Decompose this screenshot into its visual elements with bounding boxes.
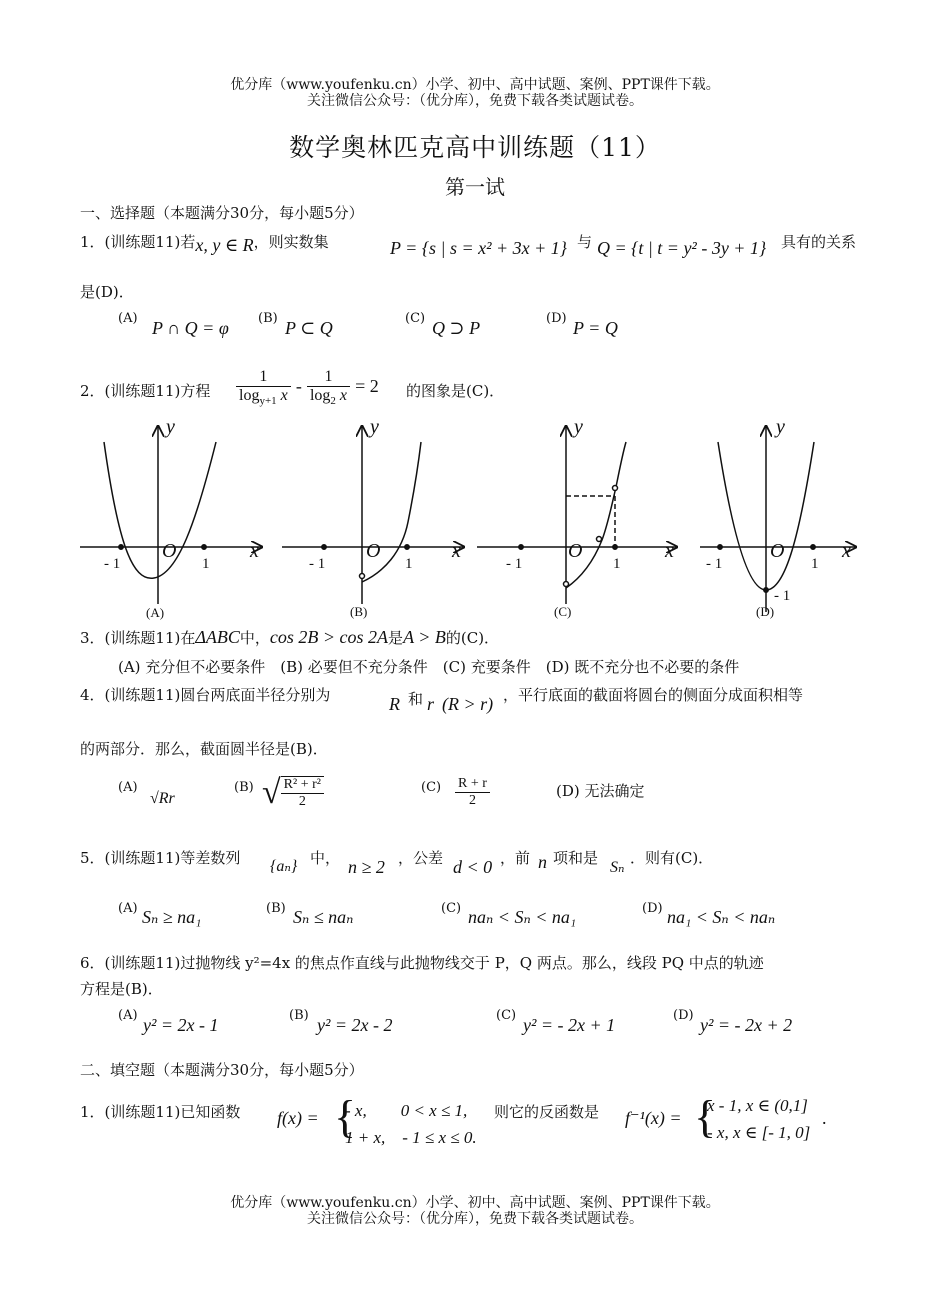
q5-option-b-label: (B) <box>266 901 286 916</box>
q2-den2-var: x <box>339 387 348 404</box>
graph-b <box>282 426 464 604</box>
graph-c-label: (C) <box>554 604 572 619</box>
question-1 <box>80 231 329 256</box>
q4-option-c-num: R + r <box>455 776 490 793</box>
q3-triangle: ΔABC <box>195 627 240 647</box>
q5-sn: Sₙ <box>610 859 625 876</box>
q1-option-c: Q ⊃ P <box>432 318 481 338</box>
q4-option-c-label: (C) <box>421 780 442 795</box>
graph-d-tick-neg: - 1 <box>706 556 723 572</box>
graph-b-label: (B) <box>350 604 368 619</box>
q6-option-c: y² = - 2x + 1 <box>523 1015 616 1035</box>
q2-den1-sub: y+1 <box>259 395 277 408</box>
q5-mid1: 中， <box>310 849 341 867</box>
q2-fraction-2 <box>307 368 350 407</box>
q4-cond: (R > r) <box>442 694 494 714</box>
q2-den1-var: x <box>280 387 288 404</box>
graph-a-curve <box>104 442 216 578</box>
q3-options: (A) 充分但不必要条件 (B) 必要但不充分条件 (C) 充要条件 (D) 既不充分也不必要的条件 <box>118 658 740 676</box>
graph-a-tick-neg: - 1 <box>104 556 121 572</box>
q2-den2-sub: 2 <box>330 395 336 408</box>
q1-option-a: P ∩ Q = φ <box>152 318 229 338</box>
footer-line-2: 关注微信公众号：（优分库），免费下载各类试题试卷。 <box>307 1211 643 1227</box>
graph-c-y-label: y <box>574 416 583 438</box>
q1-option-d-label: (D) <box>546 311 567 326</box>
q5-option-a: Sₙ ≥ na₁ <box>142 907 202 927</box>
q1-cond: x, y ∈ R <box>195 235 254 255</box>
q6-option-d: y² = - 2x + 2 <box>700 1015 793 1035</box>
f1-inv-2: - x, x ∈ [- 1, 0] <box>707 1123 811 1142</box>
q6-option-d-label: (D) <box>673 1008 694 1023</box>
section-heading-fill: 二、填空题（本题满分30分，每小题5分） <box>80 1061 364 1079</box>
q4-line2: 的两部分．那么，截面圆半径是(B)． <box>80 740 328 758</box>
q2-num1: 1 <box>236 368 291 387</box>
graph-d-tick-pos: 1 <box>811 556 819 572</box>
q5-n-var: n <box>538 852 547 872</box>
graph-b-tick-pos: 1 <box>405 556 413 572</box>
graph-c-tick-pos: 1 <box>613 556 621 572</box>
graph-a <box>80 426 262 604</box>
f1-case-1: - x, 0 < x ≤ 1, <box>345 1101 468 1120</box>
graph-c <box>477 426 677 604</box>
header-line-1: 优分库（www.youfenku.cn）小学、初中、高中试题、案例、PPT课件下载。 <box>230 77 720 93</box>
q4-r-big: R <box>389 694 400 714</box>
q6-line2: 方程是(B)． <box>80 980 163 998</box>
q2-num2: 1 <box>307 368 350 387</box>
graph-c-x-label: x <box>665 540 674 562</box>
f1-pre: 1．(训练题11)已知函数 <box>80 1103 241 1121</box>
q3-cond: A > B <box>403 627 446 647</box>
q4-post: ，平行底面的截面将圆台的侧面分成面积相等 <box>503 686 804 704</box>
q5-option-a-label: (A) <box>118 901 138 916</box>
q5-post: ．则有(C)． <box>630 849 714 867</box>
graph-d-origin: O <box>770 540 785 562</box>
q2-rhs: = 2 <box>355 376 379 397</box>
f1-finv: f⁻¹(x) = <box>625 1108 682 1128</box>
q5-mid3: ，前 <box>500 849 531 867</box>
graph-b-tick-neg: - 1 <box>309 556 326 572</box>
q5-option-d: na₁ < Sₙ < naₙ <box>667 907 776 927</box>
f1-brace-inv: { <box>694 1091 717 1142</box>
q2-pre: 2．(训练题11)方程 <box>80 382 211 400</box>
q5-mid2: ，公差 <box>398 849 444 867</box>
q6-option-b-label: (B) <box>289 1008 309 1023</box>
q4-option-a: √Rr <box>150 790 175 807</box>
q2-equation <box>236 368 379 407</box>
q6-line1: 6．(训练题11)过抛物线 y²=4x 的焦点作直线与此抛物线交于 P，Q 两点。那么，线段 PQ 中点的轨迹 <box>80 954 764 972</box>
q1-post: 具有的关系 <box>781 233 857 251</box>
q3-expr: cos 2B > cos 2A <box>269 627 389 647</box>
graph-c-origin: O <box>568 540 583 562</box>
q1-option-c-label: (C) <box>405 311 426 326</box>
graph-a-tick-pos: 1 <box>202 556 210 572</box>
q4-option-b-num: R² + r² <box>281 777 324 794</box>
graph-d-x-label: x <box>842 540 851 562</box>
f1-brace: { <box>334 1091 357 1142</box>
graph-b-y-label: y <box>370 416 379 438</box>
q1-pre: 1．(训练题11)若 <box>80 233 196 251</box>
q5-option-c-label: (C) <box>441 901 462 916</box>
q5-mid4: 项和是 <box>553 849 599 867</box>
q5-n: n ≥ 2 <box>348 857 385 877</box>
q5-option-d-label: (D) <box>642 901 663 916</box>
graph-a-origin: O <box>162 540 177 562</box>
header-line-2: 关注微信公众号：（优分库），免费下载各类试题试卷。 <box>307 93 643 109</box>
q5-d: d < 0 <box>453 857 493 877</box>
q6-option-a-label: (A) <box>118 1008 138 1023</box>
graph-a-x-label: x <box>250 540 259 562</box>
q4-pre: 4．(训练题11)圆台两底面半径分别为 <box>80 686 331 704</box>
section-heading-choice: 一、选择题（本题满分30分，每小题5分） <box>80 204 364 222</box>
q5-pre: 5．(训练题11)等差数列 <box>80 849 241 867</box>
q4-option-d: (D) 无法确定 <box>556 782 645 800</box>
q2-graphs <box>74 412 874 624</box>
page-title: 数学奥林匹克高中训练题（11） <box>289 133 661 162</box>
f1-fx: f(x) = <box>277 1108 319 1128</box>
q6-option-b: y² = 2x - 2 <box>317 1015 393 1035</box>
q4-option-b-den: 2 <box>298 794 306 809</box>
footer-line-1: 优分库（www.youfenku.cn）小学、初中、高中试题、案例、PPT课件下载。 <box>230 1195 720 1211</box>
q2-fraction-1 <box>236 368 291 407</box>
graph-d-label: (D) <box>756 604 775 619</box>
graph-b-origin: O <box>366 540 381 562</box>
q1-option-b-label: (B) <box>258 311 278 326</box>
q2-den1: log <box>239 387 260 404</box>
q1-set-p: P = {s | s = x² + 3x + 1} <box>390 238 567 258</box>
f1-inv-1: x - 1, x ∈ (0,1] <box>707 1096 808 1115</box>
question-3 <box>80 627 499 648</box>
q1-option-d: P = Q <box>573 318 618 338</box>
f1-mid: 则它的反函数是 <box>494 1103 600 1121</box>
graph-a-y-label: y <box>166 416 175 438</box>
graph-d-y-label: y <box>776 416 785 438</box>
q1-line2: 是(D)． <box>80 283 134 301</box>
q6-option-c-label: (C) <box>496 1008 517 1023</box>
q3-post: 的(C)． <box>445 629 500 647</box>
page-subtitle: 第一试 <box>445 175 505 199</box>
q4-option-c <box>455 776 490 809</box>
q3-is: 是 <box>388 629 404 647</box>
q1-mid: ，则实数集 <box>253 233 329 251</box>
q2-den2: log <box>309 387 331 404</box>
q4-option-a-label: (A) <box>118 780 138 795</box>
q1-and: 与 <box>577 233 593 251</box>
q1-option-a-label: (A) <box>118 311 138 326</box>
q4-option-c-den: 2 <box>468 793 476 808</box>
q5-seq: {aₙ} <box>270 858 298 875</box>
f1-case-2: 1 + x, - 1 ≤ x ≤ 0. <box>345 1128 477 1147</box>
graph-a-label: (A) <box>146 605 165 620</box>
q4-and: 和 <box>408 690 424 708</box>
q1-set-q: Q = {t | t = y² - 3y + 1} <box>597 238 767 258</box>
q4-option-b: √ $\frac{\text{R² + r²}}{2}$ <box>262 774 324 812</box>
q2-post: 的图象是(C)． <box>406 382 505 400</box>
q5-option-c: naₙ < Sₙ < na₁ <box>468 907 577 927</box>
graph-d <box>700 426 856 612</box>
graph-b-x-label: x <box>452 540 461 562</box>
q4-r-small: r <box>427 694 435 714</box>
q3-pre: 3．(训练题11)在 <box>80 629 196 647</box>
q5-option-b: Sₙ ≤ naₙ <box>293 907 354 927</box>
graph-d-tick-neg-y: - 1 <box>774 588 791 604</box>
q2-minus: - <box>295 376 302 397</box>
q6-option-a: y² = 2x - 1 <box>143 1015 219 1035</box>
f1-end: . <box>822 1108 827 1128</box>
q3-mid: 中， <box>239 629 270 647</box>
graph-c-tick-neg: - 1 <box>506 556 523 572</box>
q4-option-b-label: (B) <box>234 780 254 795</box>
q1-option-b: P ⊂ Q <box>285 318 333 338</box>
